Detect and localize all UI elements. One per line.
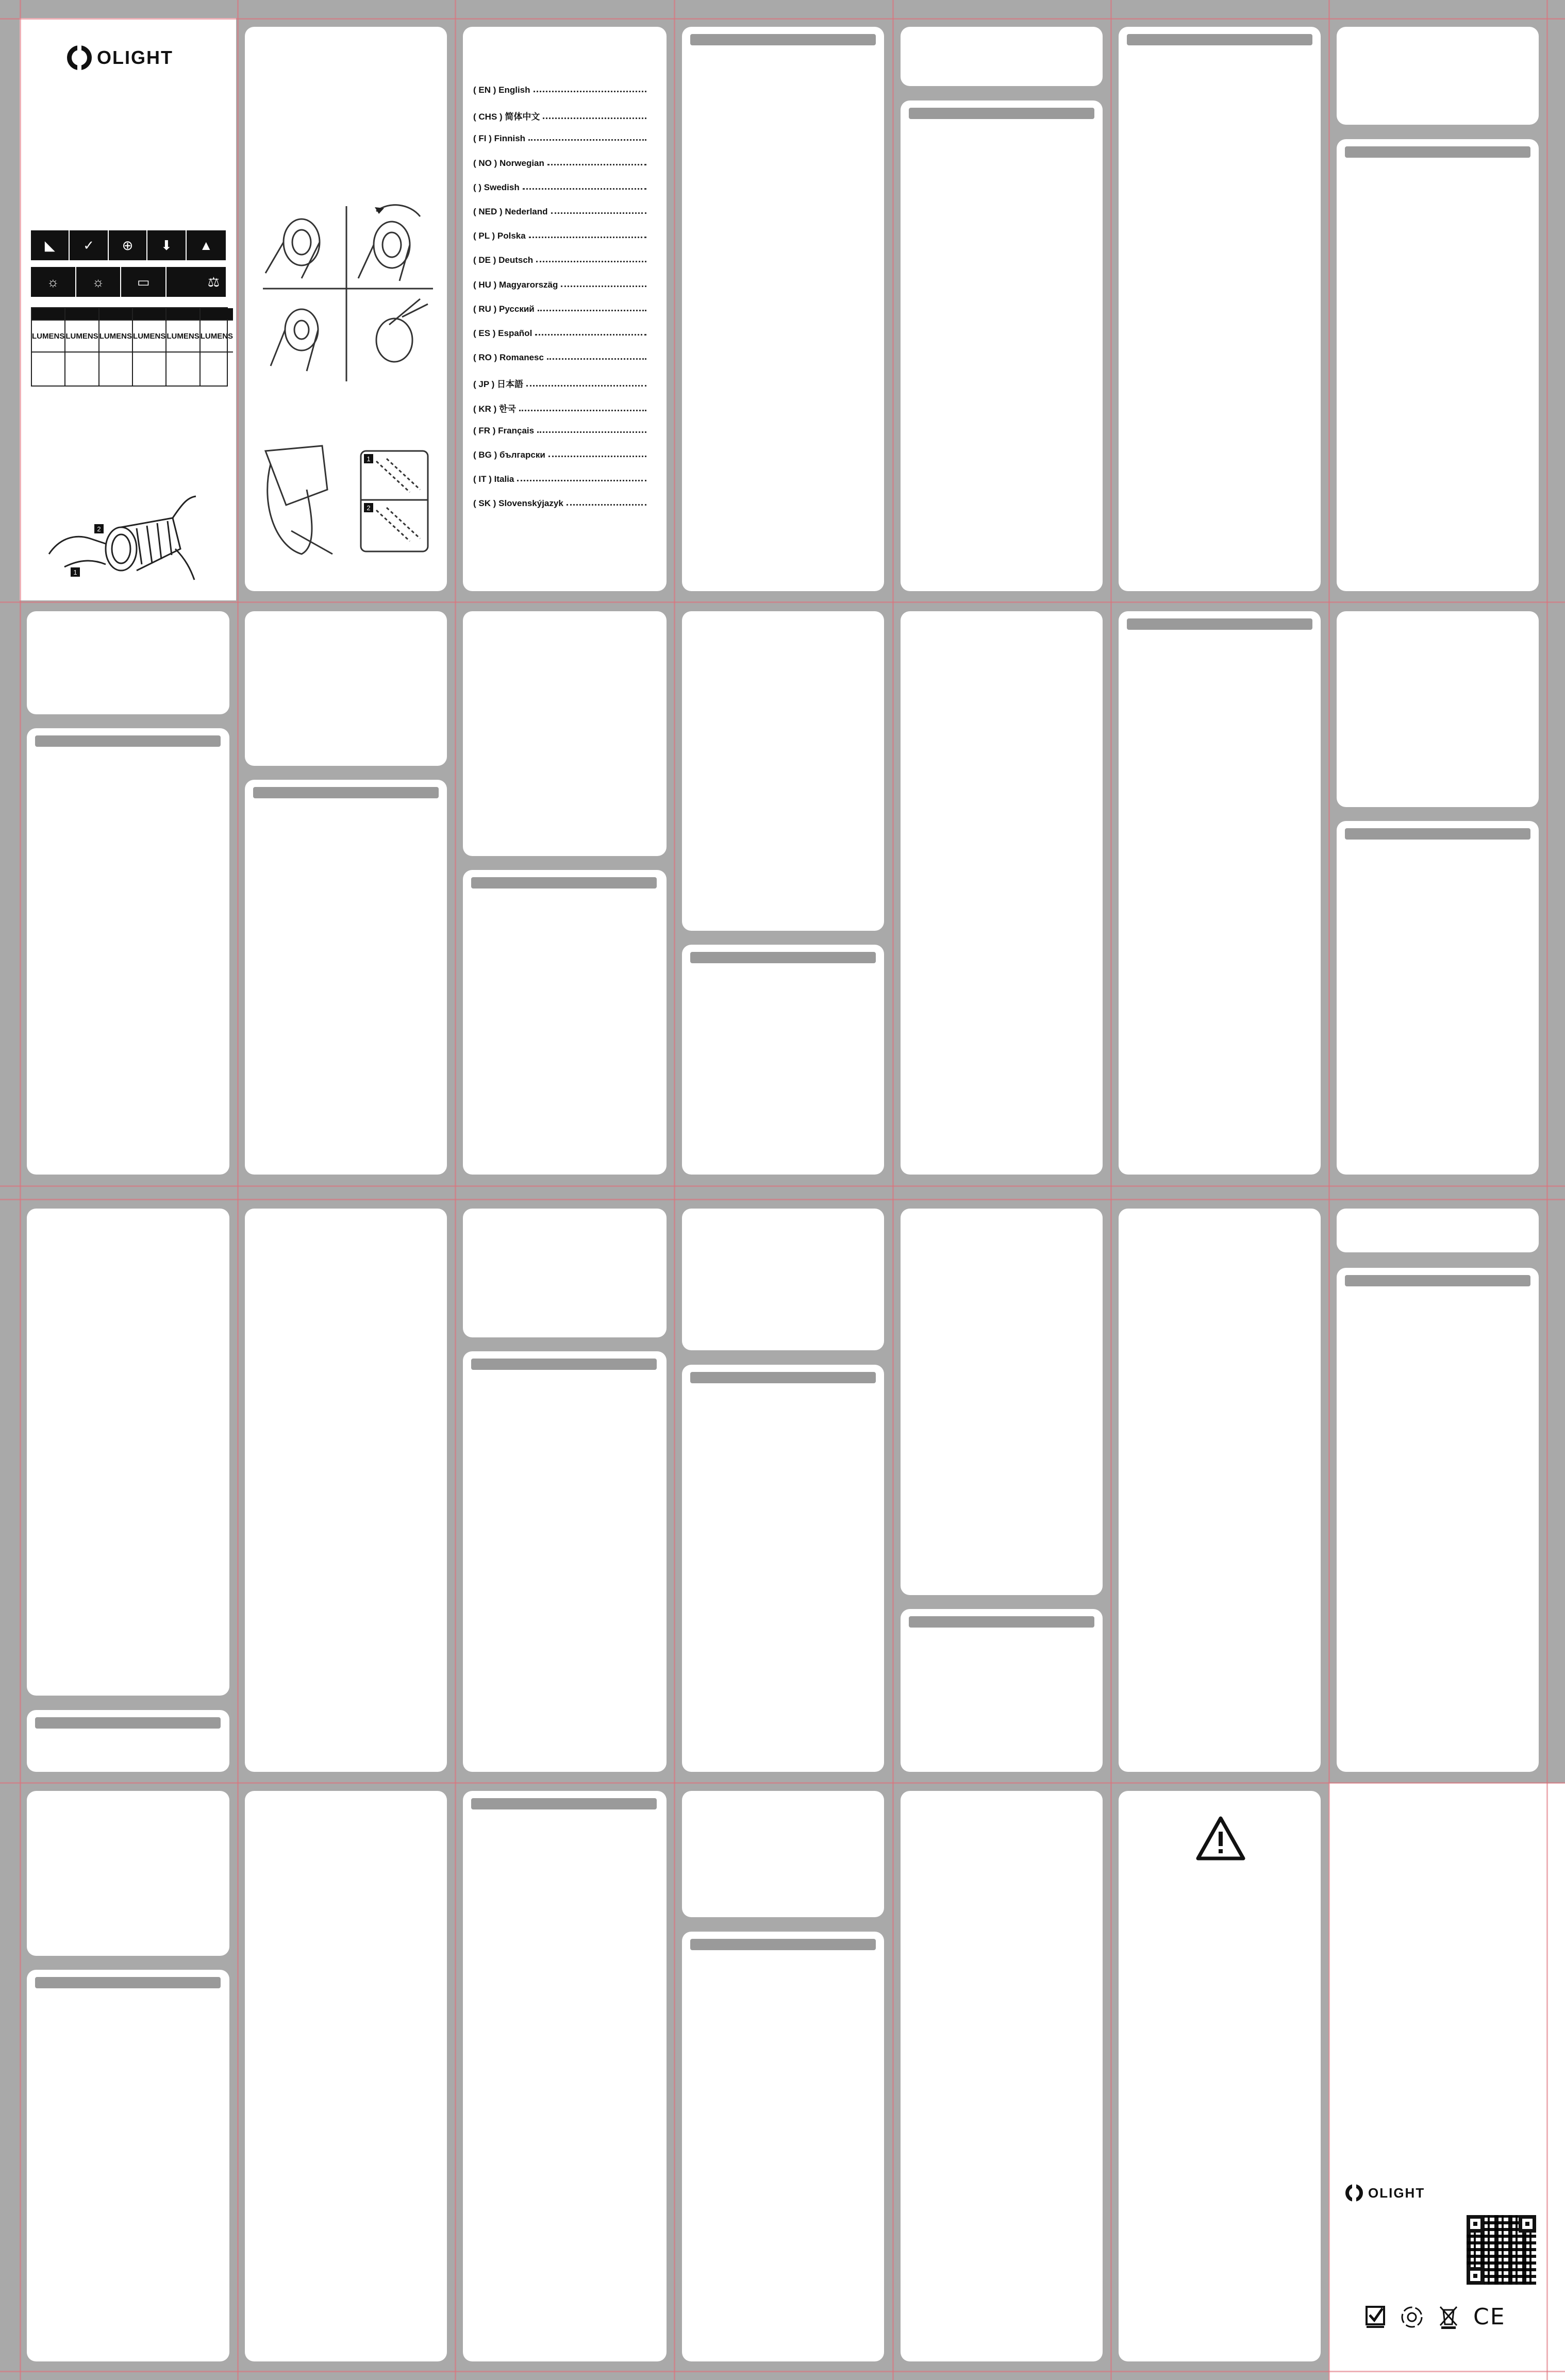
language-label: ( SK ) Slovenskýjazyk	[473, 498, 563, 509]
text-panel	[682, 1209, 884, 1350]
text-panel	[1337, 821, 1539, 1175]
section-header	[690, 952, 876, 963]
text-panel	[245, 1791, 447, 2361]
text-panel	[1337, 1268, 1539, 1772]
language-entry	[473, 498, 648, 509]
leader-dots	[543, 109, 646, 119]
section-header	[471, 1798, 657, 1809]
section-header	[690, 34, 876, 45]
text-panel	[1119, 27, 1321, 591]
leader-dots	[548, 450, 646, 457]
language-entry	[473, 401, 648, 414]
hand-removal-illustration	[44, 482, 198, 585]
brand-name: OLIGHT	[1368, 2185, 1425, 2201]
dome-icon: ▲	[187, 230, 226, 260]
sun-icon: ☼	[31, 267, 76, 297]
leader-dots	[547, 353, 646, 360]
language-label: ( ES ) Español	[473, 328, 532, 338]
ce-mark: CE	[1473, 2304, 1506, 2330]
text-panel	[1337, 139, 1539, 591]
text-panel	[27, 1710, 229, 1772]
section-header	[909, 1616, 1094, 1628]
leader-dots	[535, 328, 646, 336]
text-panel	[1337, 611, 1539, 807]
text-panel	[1119, 1209, 1321, 1772]
leader-dots	[537, 426, 646, 433]
language-entry	[473, 304, 648, 314]
text-panel	[1337, 1209, 1539, 1252]
section-header	[35, 1717, 221, 1729]
section-header	[1345, 146, 1530, 158]
section-header	[35, 1977, 221, 1988]
section-header	[253, 787, 439, 798]
language-label: ( PL ) Polska	[473, 231, 526, 241]
feature-icon-strip	[31, 230, 226, 260]
text-panel	[682, 1932, 884, 2361]
text-panel	[1337, 27, 1539, 125]
language-label: ( IT ) Italia	[473, 474, 514, 484]
battery-install-illustration	[255, 201, 438, 387]
leader-dots	[523, 182, 646, 190]
language-entry	[473, 85, 648, 95]
text-panel	[901, 1209, 1103, 1595]
text-panel	[245, 1209, 447, 1772]
text-panel	[245, 780, 447, 1175]
language-entry	[473, 426, 648, 436]
compliance-marks	[1365, 2304, 1506, 2330]
lumens-label: LUMENS	[32, 321, 65, 353]
section-header	[471, 877, 657, 889]
leader-dots	[536, 255, 646, 262]
text-panel	[27, 1209, 229, 1696]
text-panel	[245, 611, 447, 766]
section-header	[1127, 34, 1312, 45]
text-panel	[27, 728, 229, 1175]
ruler-icon: ▭	[121, 267, 167, 297]
step-marker-label: 1	[367, 455, 371, 463]
target-icon: ⊕	[109, 230, 147, 260]
output-table	[31, 307, 234, 387]
leader-dots	[519, 401, 646, 411]
language-label: ( KR ) 한국	[473, 404, 516, 414]
beam-width-icon: ◣	[31, 230, 70, 260]
lumens-label: LUMENS	[167, 321, 200, 353]
qr-code	[1467, 2215, 1536, 2285]
checkbox-mark-icon	[1365, 2305, 1386, 2329]
adjust-icon: ✓	[70, 230, 108, 260]
text-panel	[682, 945, 884, 1175]
section-header	[35, 735, 221, 747]
text-panel	[27, 611, 229, 714]
text-panel	[901, 1791, 1103, 2361]
leader-dots	[538, 304, 646, 311]
brand-logo-back	[1345, 2184, 1425, 2202]
text-panel	[463, 1209, 667, 1337]
lumens-label: LUMENS	[133, 321, 167, 353]
leader-dots	[547, 158, 646, 165]
section-header	[690, 1372, 876, 1383]
leader-dots	[534, 85, 647, 92]
language-label: ( ) Swedish	[473, 182, 520, 192]
text-panel	[901, 27, 1103, 86]
section-header	[909, 108, 1094, 119]
brand-logo	[67, 45, 173, 70]
text-panel	[1119, 611, 1321, 1175]
text-panel	[463, 1351, 667, 1772]
leader-dots	[529, 231, 646, 238]
spec-icon-strip	[31, 267, 226, 297]
text-panel	[901, 100, 1103, 591]
language-entry	[473, 377, 648, 390]
section-header	[1345, 1275, 1530, 1286]
language-entry	[473, 474, 648, 484]
drop-icon: ⬇	[147, 230, 186, 260]
language-label: ( JP ) 日本語	[473, 379, 523, 390]
language-entry	[473, 133, 648, 144]
warning-panel	[1119, 1791, 1321, 2361]
language-entry	[473, 255, 648, 265]
text-panel	[682, 1791, 884, 1917]
language-label: ( BG ) български	[473, 450, 545, 460]
brand-name: OLIGHT	[97, 47, 173, 68]
language-entry	[473, 158, 648, 169]
sun-small-icon: ☼	[76, 267, 122, 297]
warning-triangle-icon	[1195, 1815, 1246, 1862]
text-panel	[463, 1791, 667, 2361]
language-entry	[473, 109, 648, 122]
lanyard-cutting-illustration	[255, 443, 438, 562]
section-header	[690, 1939, 876, 1950]
language-label: ( EN ) English	[473, 85, 530, 95]
language-label: ( RU ) Русский	[473, 304, 535, 314]
leader-dots	[526, 377, 646, 387]
leader-dots	[551, 207, 646, 214]
section-header	[1127, 618, 1312, 630]
language-entry	[473, 231, 648, 241]
language-label: ( CHS ) 简体中文	[473, 112, 540, 122]
leader-dots	[567, 498, 646, 506]
language-entry	[473, 182, 648, 193]
language-label: ( HU ) Magyarorszäg	[473, 279, 558, 290]
text-panel	[682, 27, 884, 591]
language-label: ( NO ) Norwegian	[473, 158, 544, 168]
section-header	[1345, 828, 1530, 840]
text-panel	[463, 611, 667, 856]
leader-dots	[517, 474, 646, 481]
logo-mark-icon	[67, 45, 92, 70]
language-entry	[473, 328, 648, 339]
language-label: ( FI ) Finnish	[473, 133, 526, 144]
text-panel	[27, 1791, 229, 1956]
language-entry	[473, 207, 648, 217]
text-panel	[901, 1609, 1103, 1772]
lumens-label: LUMENS	[99, 321, 133, 353]
lumens-label: LUMENS	[65, 321, 99, 353]
language-entry	[473, 280, 648, 290]
back-cover-panel	[1329, 1783, 1565, 2380]
text-panel	[463, 870, 667, 1175]
step-marker-label: 1	[73, 568, 77, 576]
text-panel	[27, 1970, 229, 2361]
weee-bin-icon	[1438, 2305, 1459, 2329]
scale-icon: ⚖	[167, 267, 226, 297]
language-entry	[473, 353, 648, 363]
language-label: ( FR ) Français	[473, 425, 535, 435]
recycle-icon	[1400, 2305, 1424, 2329]
text-panel	[682, 611, 884, 931]
step-marker-label: 2	[367, 504, 371, 512]
text-panel	[901, 611, 1103, 1175]
leader-dots	[561, 280, 646, 287]
section-header	[471, 1359, 657, 1370]
language-label: ( DE ) Deutsch	[473, 255, 534, 265]
language-label: ( NED ) Nederland	[473, 207, 548, 216]
lumens-label: LUMENS	[201, 321, 233, 353]
step-marker-label: 2	[97, 525, 101, 533]
text-panel	[682, 1365, 884, 1772]
logo-mark-icon	[1345, 2184, 1363, 2202]
language-entry	[473, 450, 648, 460]
leader-dots	[528, 133, 646, 141]
language-label: ( RO ) Romanesc	[473, 353, 544, 363]
